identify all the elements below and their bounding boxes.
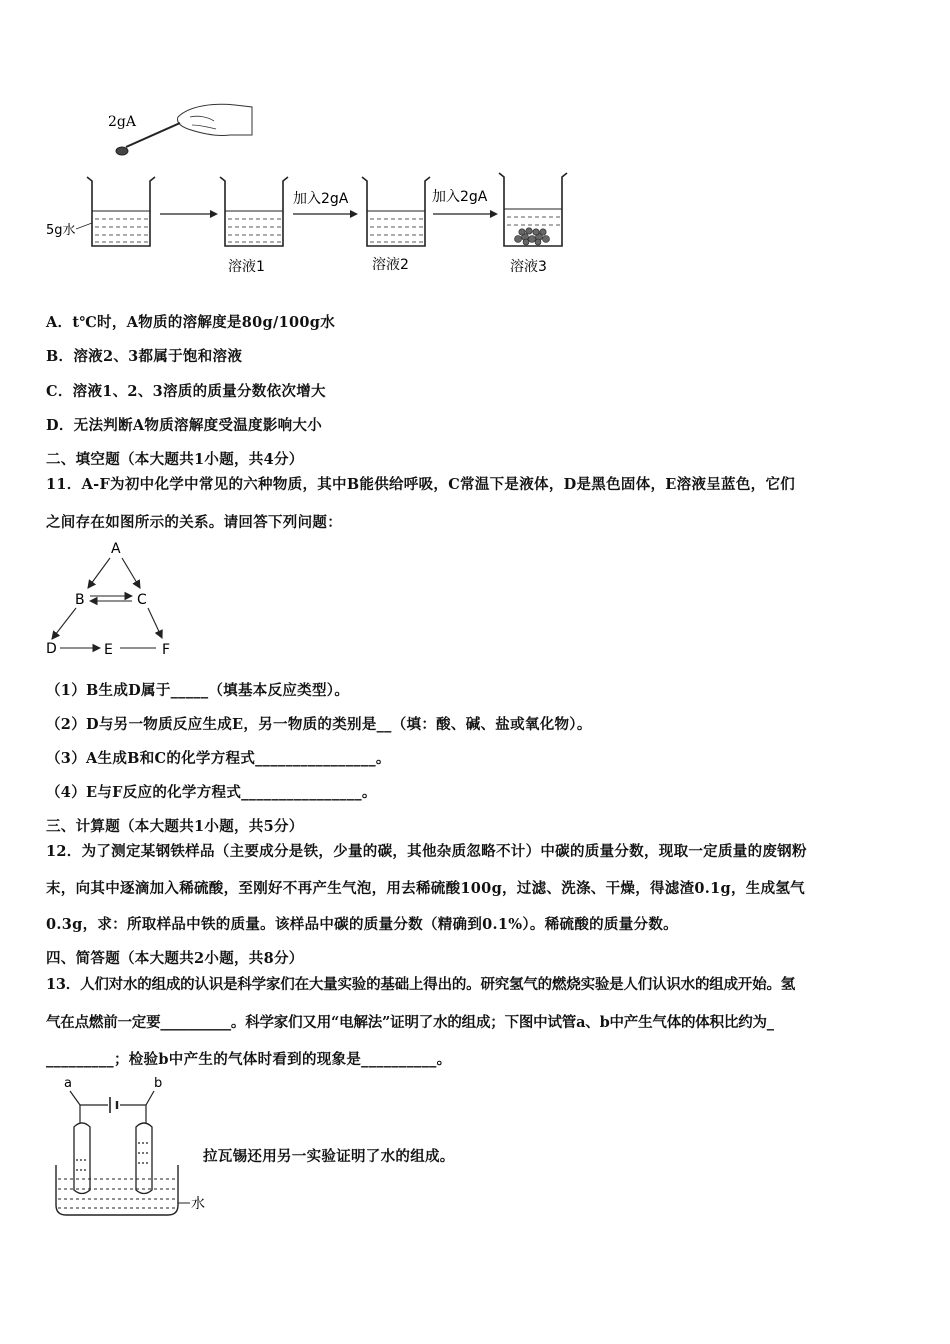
undissolved-solid-icon (515, 228, 550, 245)
arrow-3 (433, 210, 498, 218)
beaker-solution-2 (362, 177, 430, 246)
beaker-solution-3 (499, 173, 567, 246)
q12-line-3: 0.3g，求：所取样品中铁的质量。该样品中碳的质量分数（精确到0.1%）。稀硫酸的质量分数。 (46, 916, 678, 933)
solution-2-label: 溶液2 (372, 257, 409, 273)
q12-line-2: 末，向其中逐滴加入稀硫酸，至刚好不再产生气泡，用去稀硫酸100g，过滤、洗涤、干燥，得滤渣0.1g，生成氢气 (46, 880, 805, 897)
q13-line-1: 13．人们对水的组成的认识是科学家们在大量实验的基础上得出的。研究氢气的燃烧实验是人们认识水的组成开始。氢 (46, 976, 796, 993)
tube-a-label: a (64, 1076, 72, 1091)
add-label-1: 加入2gA (293, 191, 349, 207)
node-a: A (111, 541, 121, 557)
node-b: B (75, 592, 85, 608)
hand-icon (177, 104, 252, 135)
electrolysis-apparatus (50, 1075, 210, 1220)
q13-line-2: 气在点燃前一定要__________。科学家们又用“电解法”证明了水的组成；下图中试管a、b中产生气体的体积比约为_ (46, 1014, 774, 1031)
solution-1-label: 溶液1 (228, 259, 265, 275)
q12-line-1: 12．为了测定某钢铁样品（主要成分是铁，少量的碳，其他杂质忽略不计）中碳的质量分数，现取一定质量的废钢粉 (46, 843, 807, 860)
test-tube-a (74, 1123, 90, 1194)
node-c: C (137, 592, 147, 608)
relationship-diagram (40, 538, 190, 663)
option-c: C．溶液1、2、3溶质的质量分数依次增大 (46, 383, 326, 400)
section-3-heading: 三、计算题（本大题共1小题，共5分） (46, 818, 304, 835)
q11-sub-4: （4）E与F反应的化学方程式________________。 (46, 784, 377, 801)
arrow-1 (160, 210, 218, 218)
water-label-trough: 水 (191, 1196, 205, 1212)
option-a: A．t℃时，A物质的溶解度是80g/100g水 (46, 314, 335, 331)
tube-b-label: b (154, 1076, 163, 1091)
q11-line-1: 11．A-F为初中化学中常见的六种物质，其中B能供给呼吸，C常温下是液体，D是黑色固体，E溶液呈蓝色，它们 (46, 476, 796, 493)
option-b: B．溶液2、3都属于饱和溶液 (46, 348, 243, 365)
solution-3-label: 溶液3 (510, 259, 547, 275)
add-label-2: 加入2gA (432, 189, 488, 205)
water-label: 5g水 (46, 223, 76, 238)
node-f: F (162, 642, 171, 658)
dissolving-experiment-figure (40, 95, 620, 280)
node-e: E (104, 642, 113, 658)
spoon-label: 2gA (108, 114, 136, 130)
section-4-heading: 四、简答题（本大题共2小题，共8分） (46, 950, 304, 967)
beaker-solution-1 (220, 177, 288, 246)
q11-sub-2: （2）D与另一物质反应生成E，另一物质的类别是__（填：酸、碱、盐或氧化物）。 (46, 716, 592, 733)
node-d: D (46, 641, 57, 657)
section-2-heading: 二、填空题（本大题共1小题，共4分） (46, 451, 304, 468)
q11-line-2: 之间存在如图所示的关系。请回答下列问题： (46, 514, 342, 531)
q13-line-3: _________；检验b中产生的气体时看到的现象是__________。 (46, 1051, 452, 1068)
q11-sub-3: （3）A生成B和C的化学方程式________________。 (46, 750, 391, 767)
arrow-2 (293, 210, 358, 218)
test-tube-b (136, 1123, 152, 1194)
lavoisier-note: 拉瓦锡还用另一实验证明了水的组成。 (203, 1148, 455, 1165)
option-d: D．无法判断A物质溶解度受温度影响大小 (46, 417, 323, 434)
beaker-water (87, 177, 155, 246)
q11-sub-1: （1）B生成D属于_____（填基本反应类型）。 (46, 682, 350, 699)
